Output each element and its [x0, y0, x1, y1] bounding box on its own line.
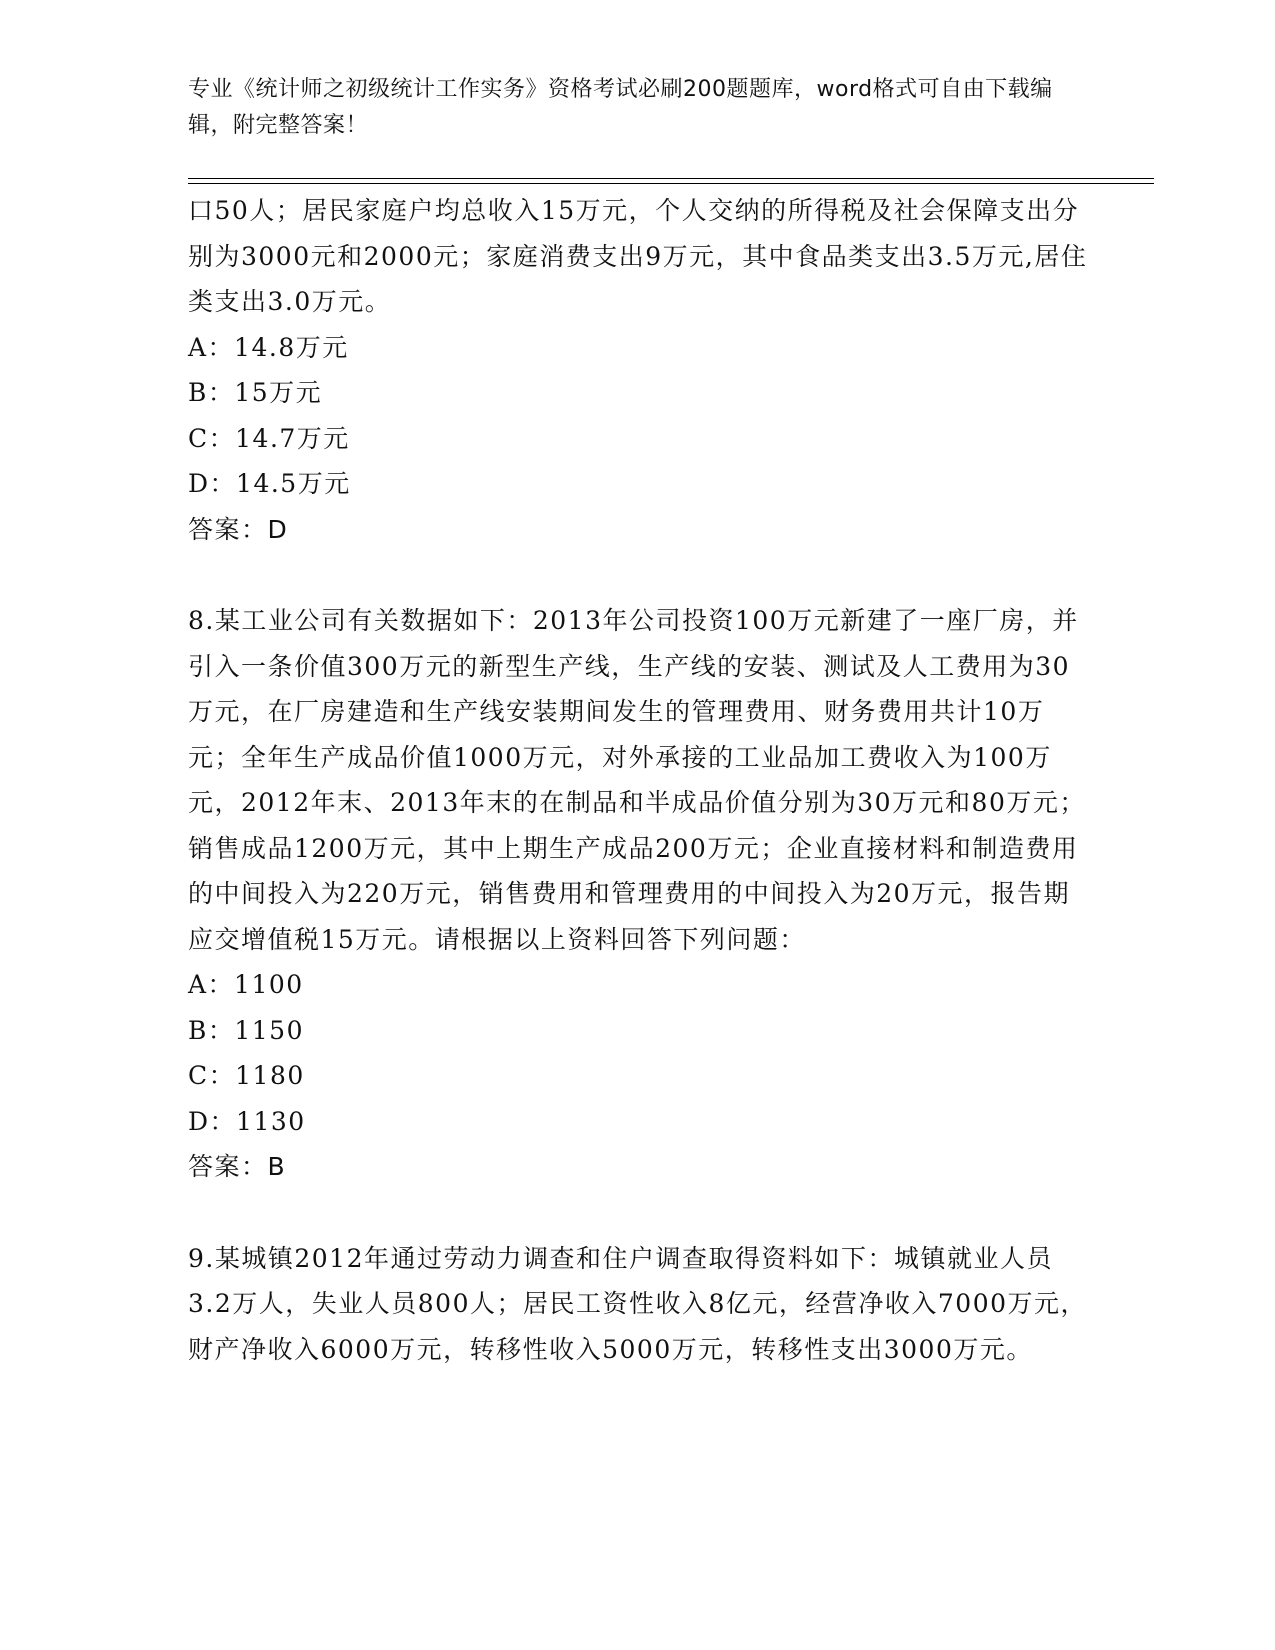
question-8 — [188, 598, 1088, 1190]
document-body — [188, 188, 1088, 1372]
question-7 — [188, 188, 1088, 552]
question-7-option-a: A：14.8万元 — [188, 332, 349, 362]
document-header — [188, 72, 1068, 144]
question-7-option-d: D：14.5万元 — [188, 469, 351, 498]
question-7-answer: 答案：D — [188, 514, 289, 544]
header-rule-top — [188, 178, 1154, 179]
header-title: 专业《统计师之初级统计工作实务》资格考试必刷200题题库，word格式可自由下载编辑，附完整答案！ — [188, 77, 1053, 138]
question-separator — [188, 1190, 1088, 1236]
question-8-option-a: A：1100 — [188, 970, 304, 999]
question-7-text: 口50人；居民家庭户均总收入15万元，个人交纳的所得税及社会保障支出分别为3000元和2000元；家庭消费支出9万元，其中食品类支出3.5万元,居住类支出3.0万元。 — [188, 196, 1088, 316]
question-8-option-b: B：1150 — [188, 1015, 304, 1045]
question-9 — [188, 1236, 1088, 1373]
question-7-option-b: B：15万元 — [188, 378, 323, 407]
question-8-option-c: C：1180 — [188, 1061, 305, 1090]
question-8-option-d: D：1130 — [188, 1106, 306, 1136]
question-9-text: 9.某城镇2012年通过劳动力调查和住户调查取得资料如下：城镇就业人员3.2万人，失业人员800人；居民工资性收入8亿元，经营净收入7000万元，财产净收入6000万元，转移性收入5000万元，转移性支出3000万元。 — [188, 1243, 1088, 1364]
question-separator — [188, 552, 1088, 598]
question-8-text: 8.某工业公司有关数据如下：2013年公司投资100万元新建了一座厂房，并引入一条价值300万元的新型生产线，生产线的安装、测试及人工费用为30万元，在厂房建造和生产线安装期间发生的管理费用、财务费用共计10万元；全年生产成品价值1000万元，对外承接的工业品加工费收入为100万元，2012年末、2013年末的在制品和半成品价值分别为30万元和80万元；销售成品1200万元，其中上期生产成品200万元；企业直接材料和制造费用的中间投入为220万元，销售费用和管理费用的中间投入为20万元，报告期应交增值税15万元。请根据以上资料回答下列问题： — [188, 606, 1086, 954]
header-rule-bottom — [188, 183, 1154, 184]
question-7-option-c: C：14.7万元 — [188, 423, 350, 453]
question-8-answer: 答案：B — [188, 1152, 287, 1181]
